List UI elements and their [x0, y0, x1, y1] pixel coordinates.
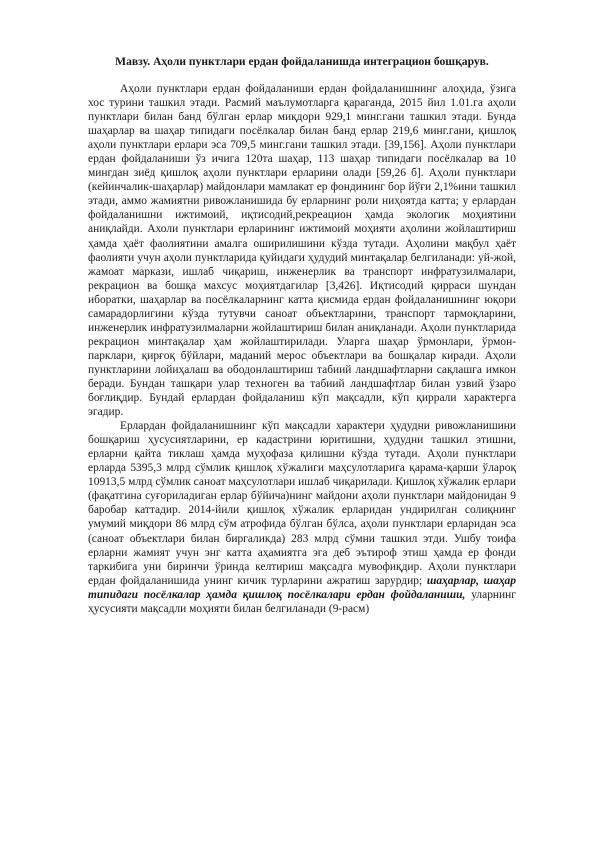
- paragraph-1: Аҳоли пунктлари ердан фойдаланиши ердан фойдаланишнинг алоҳида, ўзига хос турини ташкил этади. Расмий маълумотларга қараганда, 2015 йил 1.01.га аҳоли пунктлари билан банд бўлган ерлар миқдори 929,1 минг.гани ташкил этади. Бунда шаҳарлар ва шаҳар типидаги посёлкалар билан банд ерлар 219,6 минг.гани, қишлоқ аҳоли пунктлари ерлари эса 709,5 минг.гани ташкил этади. [39,156]. Аҳоли пунктлари ердан фойдаланиши ўз ичига 120та шаҳар, 113 шаҳар типидаги посёлкалар ва 10 мингдан зиёд қишлоқ аҳоли пунктлари ерларини олади [59,26 б]. Аҳоли пунктлари (кейинчалик-шаҳарлар) майдонлари мамлакат ер фондининг бор йўғи 2,1%ини ташкил этади, аммо жамиятни ривожланишида бу ерларнинг роли ниҳоятда катта; у ерлардан фойдаланишни ижтимоий, иқтисодий,рекреацион ҳамда экологик моҳиятини аниқлайди. Ахоли пунктлари ерларининг ижтимоий моҳияти аҳолини жойлаштириш ҳамда ҳаёт фаолиятини амалга оширилишини кўзда тутади. Аҳолини мақбул ҳаёт фаолияти учун аҳоли пунктларида қуйидаги ҳудудий минтақалар белгиланади: уй-жой, жамоат маркази, ишлаб чиқариш, инженерлик ва транспорт инфратузилмалари, рекрацион ва бошқа махсус моҳиятдагилар [3,426]. Иқтисодий қирраси шундан иборатки, шаҳарлар ва посёлкаларнинг катта қисмида ердан фойдаланишнинг юқори самарадорлигини кўзда тутувчи саноат объектларини, транспорт тармоқларини, инженерлик инфратузилмаларни жойлаштириш билан аниқланади. Аҳоли пунктларида рекрацион минтақалар ҳам жойлаштирилади. Уларга шаҳар ўрмонлари, ўрмон-парклари, қирғоқ бўйлари, маданий мерос объектлари ва бошқалар киради. Аҳоли пунктларини лойиҳалаш ва ободонлаштириш табиий ландшафтларни сақлашга имкон беради. Бундан ташқари улар техноген ва табиий ландшафтлар билан узвий ўзаро боғлиқдир. Бундай ерлардан фойдаланиш кўп мақсадли, кўп қиррали характерга эгадир.: [88, 83, 516, 419]
- document-page: [88, 54, 516, 616]
- paragraph-2-tail: уларнинг ҳусусияти мақсадли моҳияти билан белгиланади (9-расм): [88, 588, 516, 615]
- paragraph-2: [88, 419, 516, 616]
- paragraph-2-text: Ерлардан фойдаланишнинг кўп мақсадли характери ҳудудни ривожланишини бошқариш ҳусусиятларини, ер кадастрини юритишни, ҳудудни ташкил этишни, ерларни қайта тиклаш ҳамда муҳофаза қилишни кўзда тутади. Аҳоли пунктлари ерларда 5395,3 млрд сўмлик қишлоқ хўжалиги маҳсулотларига қарама-қарши ўлароқ 10913,5 млрд сўмлик саноат маҳсулотлари ишлаб чиқарилади. Қишлоқ хўжалик ерлари (фақатгина суғориладиган ерлар бўйича)нинг майдони аҳоли пунктлари майдонидан 9 баробар каттадир. 2014-йили қишлоқ хўжалик ерларидан ундирилган солиқнинг умумий миқдори 86 млрд сўм атрофида бўлган бўлса, аҳоли пунктлари ерларидан эса (саноат объектлари билан биргаликда) 283 млрд сўмни ташкил этди. Ушбу тоифа ерларни жамият учун энг катта аҳамиятга эга деб эътироф этиш ҳамда ер фонди таркибига уни биринчи ўринда келтириш мақсадга мувофиқдир. Аҳоли пунктлари ердан фойдаланишида унинг кичик турларини ажратиш зарурдир;: [88, 420, 516, 587]
- paragraph-2-emphasis: шаҳарлар, шаҳар типидаги посёлкалар ҳамда қишлоқ посёлкалари ердан фойдаланиши,: [88, 574, 516, 601]
- document-title: Мавзу. Аҳоли пунктлари ердан фойдаланишда интеграцион бошқарув.: [115, 55, 489, 68]
